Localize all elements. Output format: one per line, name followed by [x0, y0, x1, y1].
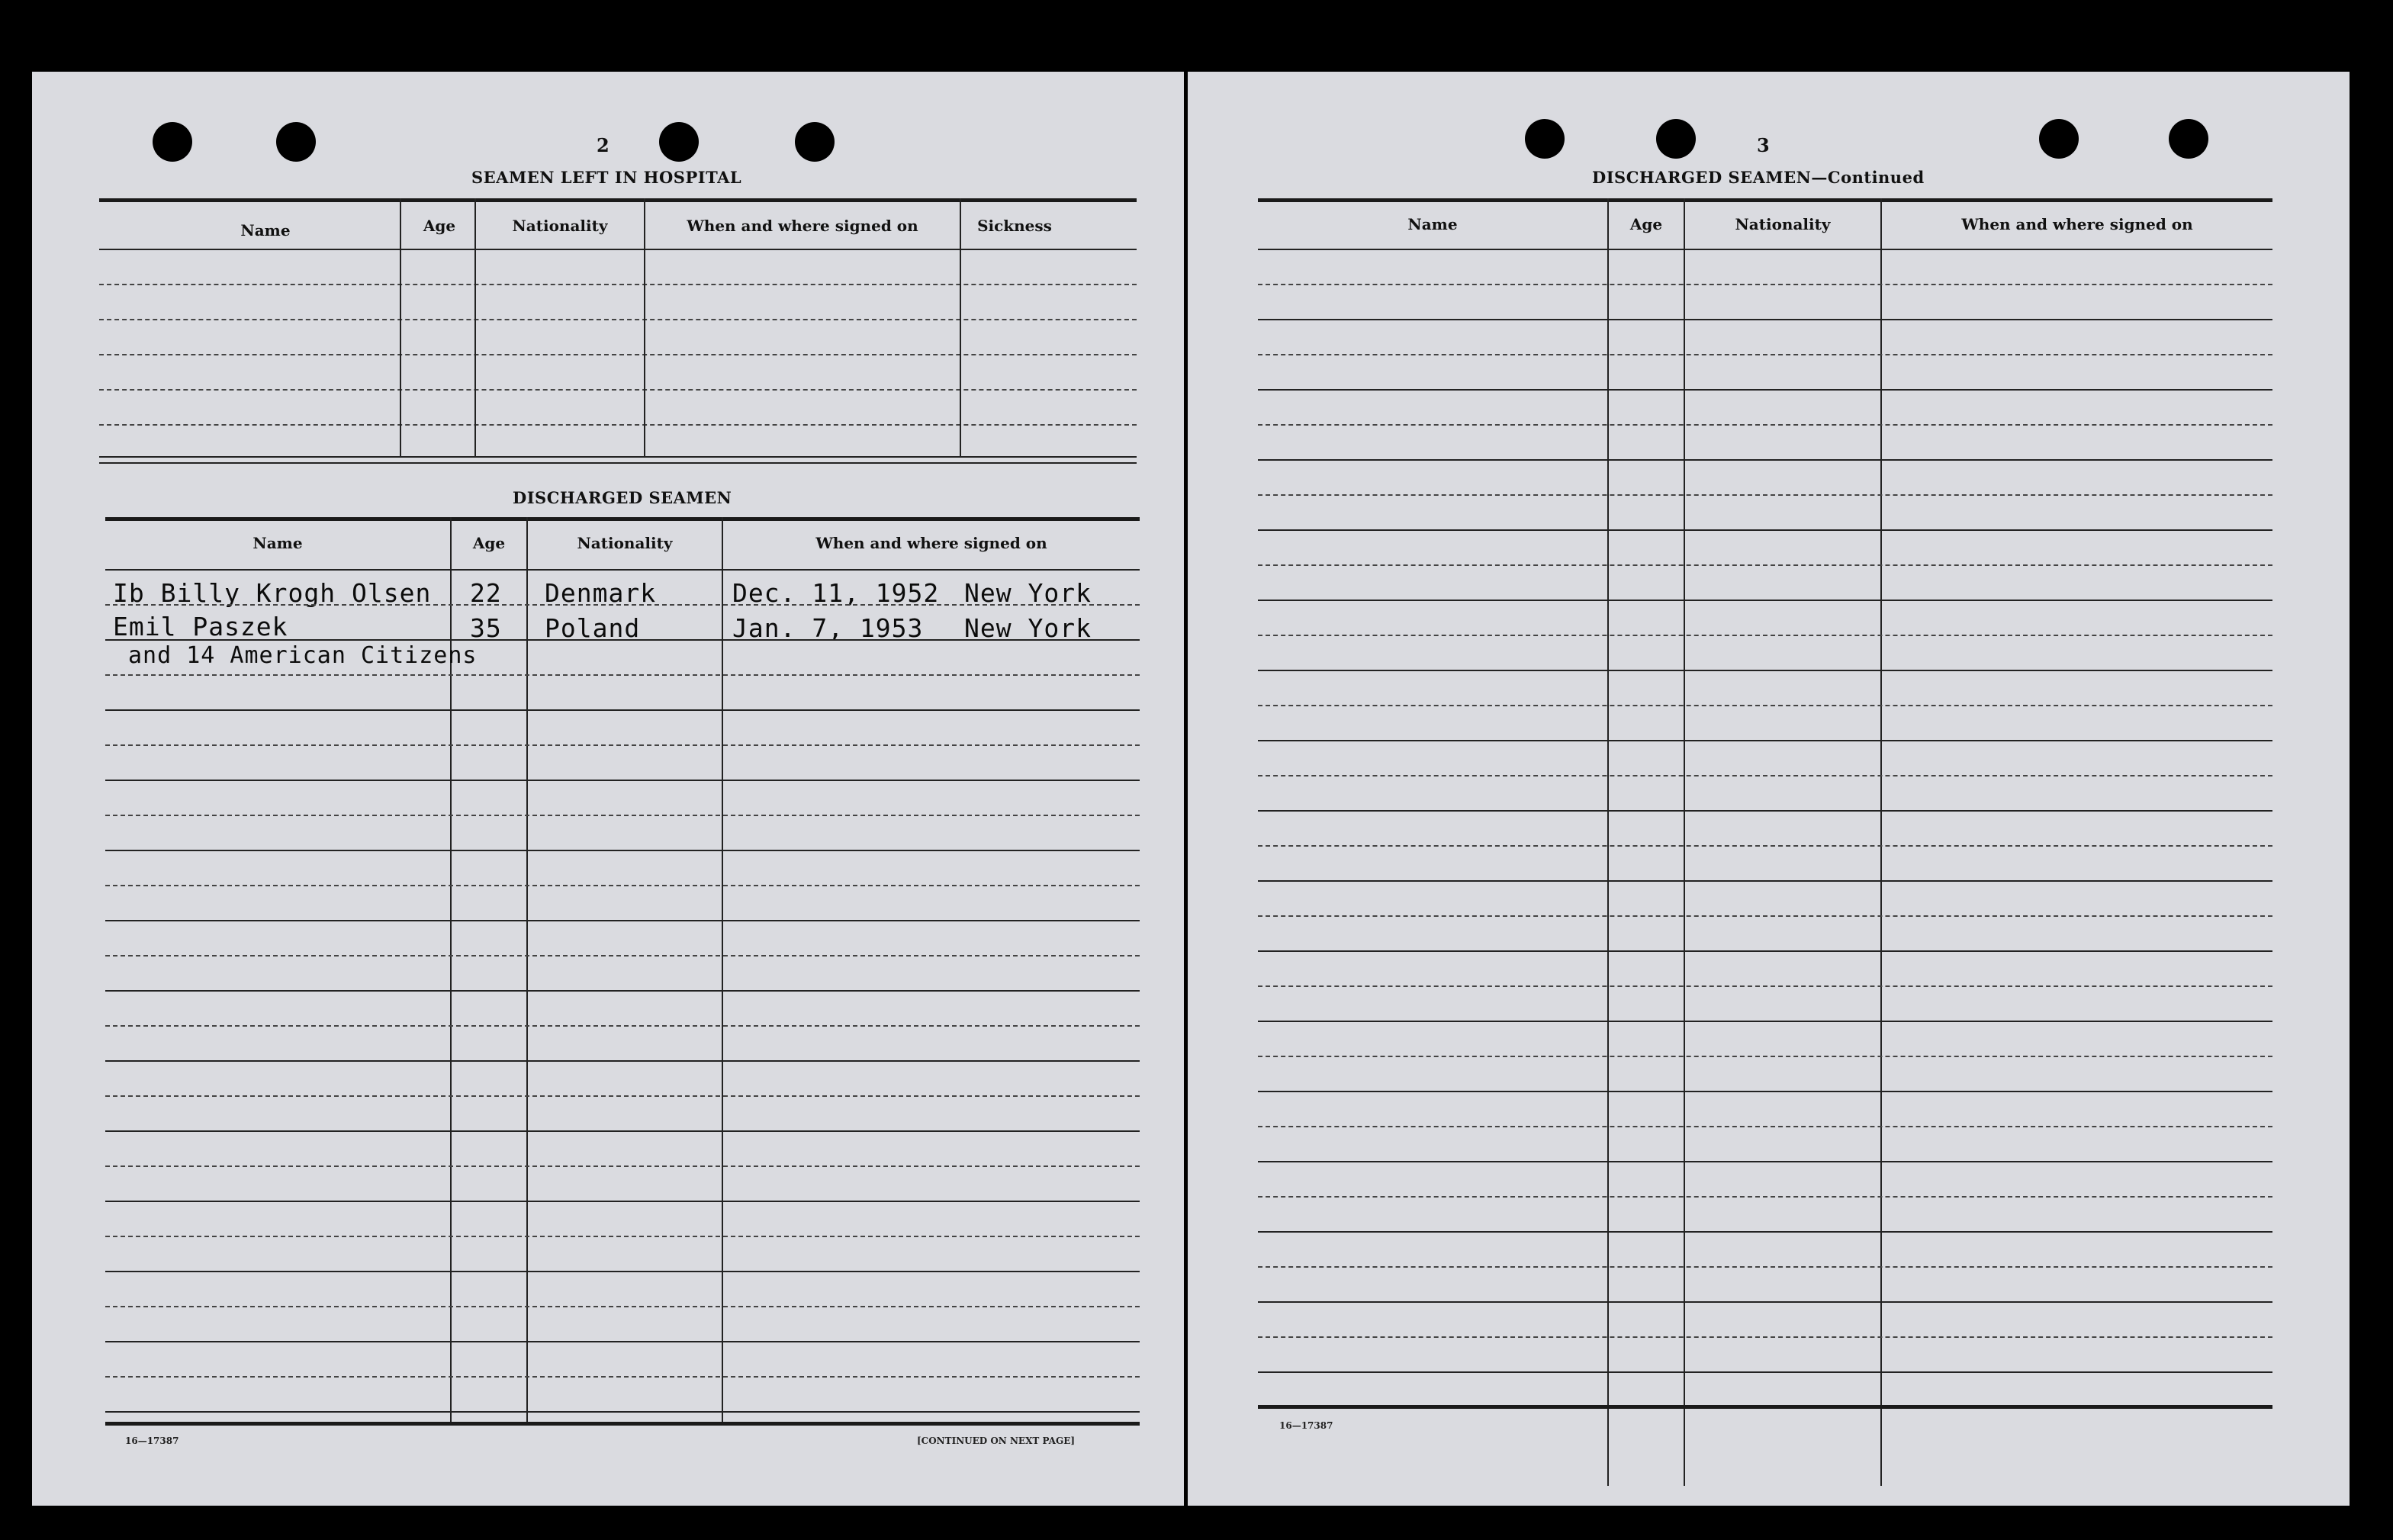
- ruled-line: [1258, 1021, 2272, 1022]
- ruled-line: [105, 1095, 1140, 1097]
- col-header-signed-on: When and where signed on: [1961, 215, 2193, 233]
- ruled-line: [105, 815, 1140, 816]
- seaman-age: 22: [470, 578, 502, 608]
- ruled-line: [1258, 600, 2272, 601]
- ruled-line: [105, 1201, 1140, 1202]
- ruled-line: [105, 1341, 1140, 1342]
- punch-hole: [2039, 119, 2079, 159]
- ruled-line: [105, 1060, 1140, 1062]
- ruled-line: [1258, 705, 2272, 706]
- punch-hole: [153, 122, 192, 162]
- col-header-name: Name: [1407, 215, 1458, 233]
- col-header-nationality: Nationality: [1735, 215, 1831, 233]
- punch-hole: [1525, 119, 1565, 159]
- signed-on-place: New York: [964, 613, 1092, 643]
- col-header-age: Age: [423, 217, 456, 235]
- continued-section-title: DISCHARGED SEAMEN—Continued: [1592, 168, 1925, 187]
- ruled-line: [1258, 635, 2272, 636]
- ruled-line: [105, 1025, 1140, 1027]
- ruled-line: [1258, 845, 2272, 847]
- ruled-line: [1258, 1126, 2272, 1127]
- ruled-line: [105, 990, 1140, 992]
- ruled-line: [105, 1130, 1140, 1132]
- col-header-signed-on: When and where signed on: [815, 534, 1047, 552]
- ruled-line: [1258, 1091, 2272, 1092]
- ruled-line: [105, 639, 1140, 641]
- ruled-line: [105, 1271, 1140, 1272]
- col-header-nationality: Nationality: [577, 534, 673, 552]
- ruled-line: [105, 920, 1140, 921]
- page-number: 2: [597, 134, 610, 156]
- seaman-nationality: Denmark: [545, 578, 657, 608]
- punch-hole: [276, 122, 316, 162]
- ruled-line: [1258, 1056, 2272, 1057]
- seaman-name: Ib Billy Krogh Olsen: [113, 578, 432, 608]
- ruled-line: [1258, 1371, 2272, 1373]
- ruled-line: [1258, 775, 2272, 776]
- hospital-section-title: SEAMEN LEFT IN HOSPITAL: [471, 168, 742, 187]
- col-header-nationality: Nationality: [512, 217, 608, 235]
- ruled-line: [105, 850, 1140, 851]
- col-header-name: Name: [252, 534, 303, 552]
- ruled-line: [1258, 1161, 2272, 1162]
- ruled-line: [1258, 740, 2272, 741]
- ruled-line: [1258, 985, 2272, 987]
- ruled-line: [1258, 459, 2272, 461]
- seaman-nationality: Poland: [545, 613, 641, 643]
- col-header-age: Age: [1629, 215, 1663, 233]
- discharged-section-title: DISCHARGED SEAMEN: [513, 488, 732, 507]
- ruled-line: [1258, 354, 2272, 355]
- ruled-line: [1258, 670, 2272, 671]
- seaman-name: Emil Paszek: [113, 612, 288, 641]
- col-header-age: Age: [472, 534, 506, 552]
- ruled-line: [1258, 810, 2272, 812]
- ruled-line: [105, 885, 1140, 886]
- form-number: 16—17387: [1279, 1420, 1333, 1431]
- left-page: [32, 72, 1184, 1506]
- seaman-age: 35: [470, 613, 502, 643]
- col-header-sickness: Sickness: [977, 217, 1052, 235]
- ruled-line: [1258, 1196, 2272, 1198]
- punch-hole: [2169, 119, 2208, 159]
- continued-note: [CONTINUED ON NEXT PAGE]: [917, 1436, 1076, 1446]
- ruled-line: [1258, 1336, 2272, 1338]
- ruled-line: [1258, 880, 2272, 882]
- ruled-line: [105, 780, 1140, 781]
- ruled-line: [1258, 319, 2272, 320]
- form-number: 16—17387: [125, 1436, 179, 1446]
- punch-hole: [795, 122, 835, 162]
- american-citizens-note: and 14 American Citizens: [128, 642, 478, 669]
- ruled-line: [105, 1236, 1140, 1237]
- ruled-line: [105, 709, 1140, 711]
- ruled-line: [105, 674, 1140, 676]
- col-header-name: Name: [240, 221, 291, 240]
- ruled-line: [1258, 424, 2272, 426]
- ruled-line: [1258, 1266, 2272, 1268]
- ruled-line: [1258, 284, 2272, 285]
- signed-on-date: Dec. 11, 1952: [732, 578, 940, 608]
- ruled-line: [1258, 1231, 2272, 1233]
- page-number: 3: [1757, 134, 1770, 156]
- ruled-line: [105, 1411, 1140, 1413]
- signed-on-place: New York: [964, 578, 1092, 608]
- ruled-line: [1258, 529, 2272, 531]
- ruled-line: [105, 744, 1140, 746]
- punch-hole: [659, 122, 699, 162]
- ruled-line: [105, 955, 1140, 956]
- ruled-line: [1258, 564, 2272, 566]
- right-page: [1188, 72, 2350, 1506]
- signed-on-date: Jan. 7, 1953: [732, 613, 924, 643]
- ruled-line: [1258, 915, 2272, 917]
- ruled-line: [1258, 1301, 2272, 1303]
- ruled-line: [1258, 494, 2272, 496]
- ruled-line: [105, 1165, 1140, 1167]
- ruled-line: [105, 1376, 1140, 1378]
- col-header-signed-on: When and where signed on: [687, 217, 918, 235]
- ruled-line: [1258, 950, 2272, 952]
- ruled-line: [1258, 389, 2272, 391]
- punch-hole: [1656, 119, 1696, 159]
- ruled-line: [105, 604, 1140, 606]
- ruled-line: [105, 1306, 1140, 1307]
